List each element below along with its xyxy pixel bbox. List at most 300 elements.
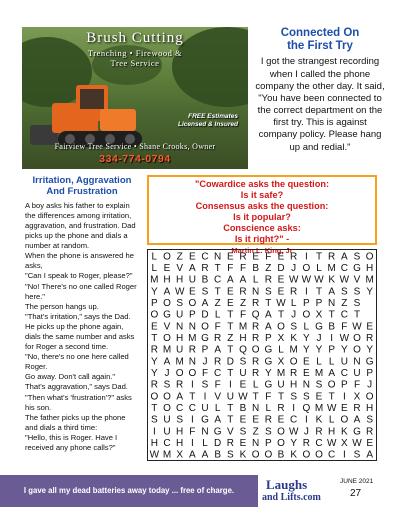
ad-services-line1: Trenching • Firewood & (87, 48, 183, 58)
puzzle-letter: O (163, 333, 171, 344)
puzzle-letter: E (340, 403, 348, 414)
puzzle-letter: D (277, 263, 285, 274)
puzzle-letter: A (214, 344, 222, 356)
joke-title (25, 175, 139, 198)
puzzle-letter: T (227, 403, 234, 414)
puzzle-letter: E (366, 321, 374, 333)
joke-paragraph: "No, there's no one here called Roger. (25, 352, 129, 372)
puzzle-letter: E (163, 263, 171, 274)
puzzle-letter: Y (366, 286, 374, 298)
puzzle-letter: U (163, 414, 171, 426)
puzzle-letter: S (150, 414, 158, 426)
puzzle-letter: P (264, 333, 272, 344)
puzzle-letter: Z (239, 298, 247, 309)
joke-paragraph: "That's irritation," says the Dad. (25, 311, 131, 321)
puzzle-letter: L (151, 263, 158, 274)
puzzle-letter: C (328, 449, 336, 460)
puzzle-letter: I (190, 414, 194, 426)
puzzle-letter: S (163, 379, 171, 391)
puzzle-letter: C (315, 438, 323, 449)
puzzle-letter: E (239, 414, 247, 426)
puzzle-letter: O (163, 298, 171, 309)
puzzle-letter: R (226, 438, 234, 449)
puzzle-letter: R (366, 333, 374, 344)
puzzle-letter: Y (264, 368, 272, 379)
puzzle-letter: M (276, 368, 286, 379)
puzzle-letter: S (340, 286, 348, 298)
puzzle-letter: G (213, 426, 222, 438)
puzzle-letter: E (188, 251, 196, 263)
puzzle-letter: A (201, 449, 209, 460)
puzzle-letter: T (227, 321, 234, 333)
puzzle-letter: S (226, 449, 234, 460)
puzzle-letter: Y (150, 286, 158, 298)
puzzle-letter: X (315, 309, 323, 321)
puzzle-letter: R (315, 426, 323, 438)
joke-body (25, 201, 139, 453)
puzzle-letter: E (302, 356, 310, 368)
puzzle-letter: R (176, 379, 184, 391)
puzzle-letter: A (188, 263, 196, 274)
puzzle-letter: U (277, 379, 285, 391)
puzzle-letter: P (340, 379, 348, 391)
puzzle-letter: S (264, 286, 272, 298)
puzzle-letter: R (290, 251, 298, 263)
ad-business-line: Fairview Tree Service • Shane Crooks, Owner (54, 142, 216, 151)
puzzle-letter: X (277, 333, 285, 344)
puzzle-letter: W (288, 274, 299, 286)
puzzle-letter: L (290, 298, 297, 309)
story-title-line2: the First Try (287, 40, 353, 53)
puzzle-letter: G (315, 321, 323, 333)
puzzle-letter: T (151, 403, 158, 414)
quote-line: Conscience asks: (223, 222, 301, 233)
puzzle-letter: G (264, 379, 273, 391)
puzzle-letter: S (239, 426, 247, 438)
puzzle-letter: C (163, 438, 171, 449)
ad-services-line2: Tree Service (110, 58, 160, 68)
puzzle-letter: H (328, 426, 336, 438)
ad-phone: 334-774-0794 (99, 153, 171, 165)
skid-steer-mulcher-illustration (30, 79, 148, 151)
puzzle-letter: G (163, 309, 171, 321)
puzzle-letter: R (252, 321, 260, 333)
puzzle-letter: A (264, 321, 272, 333)
puzzle-letter: W (339, 274, 350, 286)
puzzle-letter: R (150, 344, 158, 356)
puzzle-letter: O (201, 321, 209, 333)
puzzle-letter: O (340, 414, 349, 426)
puzzle-letter: E (315, 391, 323, 403)
puzzle-letter: J (164, 368, 170, 379)
puzzle-letter: L (252, 274, 259, 286)
puzzle-letter: S (353, 449, 361, 460)
quote-author: Martin L. King, Jr (231, 245, 293, 255)
puzzle-letter: N (328, 298, 336, 309)
story-title (255, 27, 385, 53)
puzzle-letter: R (150, 379, 158, 391)
puzzle-letter: R (252, 298, 260, 309)
puzzle-letter: M (327, 263, 336, 274)
puzzle-letter: O (365, 251, 374, 263)
puzzle-letter: K (239, 449, 247, 460)
puzzle-letter: L (328, 356, 335, 368)
puzzle-letter: T (227, 368, 234, 379)
puzzle-letter: F (353, 379, 361, 391)
puzzle-letter: H (176, 438, 184, 449)
puzzle-letter: I (190, 438, 194, 449)
puzzle-letter: D (214, 438, 222, 449)
puzzle-letter: T (315, 251, 323, 263)
footer-banner-text: I gave all my dead batteries away today ... free of charge. (23, 486, 235, 495)
irritation-joke (25, 175, 139, 453)
puzzle-letter: A (214, 414, 222, 426)
puzzle-letter: V (353, 274, 361, 286)
puzzle-letter: B (328, 321, 336, 333)
puzzle-letter: I (190, 379, 194, 391)
puzzle-letter: O (302, 449, 311, 460)
puzzle-letter: V (214, 391, 222, 403)
ad-estimates-line1: FREE Estimates (188, 113, 238, 120)
puzzle-letter: M (365, 274, 374, 286)
puzzle-letter: A (201, 298, 209, 309)
puzzle-letter: N (302, 379, 310, 391)
puzzle-letter: P (150, 298, 158, 309)
puzzle-letter: O (353, 344, 361, 356)
puzzle-letter: F (214, 379, 221, 391)
puzzle-letter: I (330, 333, 334, 344)
puzzle-letter: D (226, 356, 234, 368)
puzzle-letter: A (328, 286, 336, 298)
puzzle-letter: E (366, 438, 374, 449)
puzzle-letter: R (252, 356, 260, 368)
puzzle-letter: U (226, 391, 234, 403)
puzzle-letter: M (314, 368, 324, 379)
puzzle-letter: A (239, 274, 247, 286)
puzzle-letter: S (353, 251, 361, 263)
quote-line: Is it popular? (233, 211, 291, 222)
quote-line: Consensus asks the question: (195, 200, 329, 211)
puzzle-letter: R (277, 403, 285, 414)
puzzle-letter: U (163, 426, 171, 438)
puzzle-letter: P (188, 309, 196, 321)
puzzle-letter: N (353, 356, 361, 368)
puzzle-letter: A (264, 309, 272, 321)
puzzle-letter: E (239, 438, 247, 449)
joke-paragraph: The father picks up the phone and dials a third time: (25, 412, 126, 432)
puzzle-letter: B (277, 449, 285, 460)
puzzle-letter: F (265, 251, 272, 263)
puzzle-letter: N (176, 321, 184, 333)
puzzle-letter: H (176, 333, 184, 344)
puzzle-letter: O (188, 298, 197, 309)
puzzle-letter: I (292, 403, 296, 414)
puzzle-letter: S (201, 286, 209, 298)
puzzle-letter: N (188, 356, 196, 368)
puzzle-letter: R (290, 368, 298, 379)
puzzle-letter: T (227, 414, 234, 426)
puzzle-letter: T (277, 391, 285, 403)
puzzle-letter: M (150, 274, 159, 286)
puzzle-letter: G (264, 356, 273, 368)
puzzle-letter: T (214, 263, 221, 274)
puzzle-letter: H (366, 403, 374, 414)
quote-line: "Cowardice asks the question: (194, 179, 330, 189)
puzzle-letter: V (176, 263, 184, 274)
puzzle-letter: E (239, 379, 247, 391)
puzzle-letter: A (163, 356, 171, 368)
puzzle-letter: Z (341, 298, 348, 309)
puzzle-letter: L (151, 251, 158, 263)
puzzle-letter: F (239, 263, 247, 274)
puzzle-letter: O (365, 391, 374, 403)
puzzle-letter: I (304, 286, 308, 298)
puzzle-letter: S (290, 391, 298, 403)
puzzle-letter: K (340, 426, 348, 438)
puzzle-letter: Y (340, 344, 348, 356)
puzzle-letter: L (316, 356, 322, 368)
puzzle-letter: L (278, 344, 284, 356)
puzzle-letter: S (353, 298, 361, 309)
puzzle-letter: G (201, 333, 209, 344)
puzzle-letter: S (201, 379, 209, 391)
puzzle-letter: R (239, 251, 247, 263)
story-title-line1: Connected On (280, 27, 360, 39)
puzzle-letter: P (264, 438, 272, 449)
puzzle-letter: Y (366, 344, 374, 356)
puzzle-letter: C (201, 251, 209, 263)
puzzle-letter: W (174, 286, 185, 298)
puzzle-letter: Y (150, 356, 158, 368)
puzzle-letter: I (342, 449, 346, 460)
puzzle-letter: T (227, 309, 234, 321)
puzzle-letter: K (290, 449, 298, 460)
page-number: 27 (350, 488, 362, 499)
puzzle-letter: C (340, 263, 348, 274)
puzzle-letter: W (288, 426, 299, 438)
puzzle-letter: W (301, 274, 312, 286)
puzzle-letter: F (265, 391, 272, 403)
ad-estimates-line2: Licensed & Insured (178, 121, 238, 129)
quote-line: Is it right?" - (234, 233, 290, 244)
puzzle-letter: Y (150, 368, 158, 379)
puzzle-letter: R (264, 274, 272, 286)
puzzle-letter: P (328, 344, 336, 356)
puzzle-letter: G (353, 263, 361, 274)
puzzle-letter: Z (176, 251, 183, 263)
puzzle-letter: W (276, 298, 286, 309)
puzzle-letter: R (302, 438, 310, 449)
ad-estimates (154, 113, 238, 129)
puzzle-letter: T (315, 286, 323, 298)
puzzle-letter: I (304, 414, 308, 426)
puzzle-letter: O (163, 391, 171, 403)
puzzle-letter: F (214, 321, 221, 333)
issue-date: JUNE 2021 (340, 478, 374, 485)
puzzle-letter: R (201, 263, 209, 274)
puzzle-letter: L (214, 403, 221, 414)
puzzle-letter: L (214, 309, 221, 321)
puzzle-letter: Z (265, 263, 272, 274)
puzzle-letter: L (252, 379, 259, 391)
puzzle-letter: S (176, 414, 184, 426)
puzzle-letter: T (252, 391, 259, 403)
joke-paragraph: "Then what's 'frustration'?" asks his son. (25, 392, 132, 412)
joke-paragraph: "No! There's no one called Roger here." (25, 281, 137, 301)
puzzle-letter: E (188, 286, 196, 298)
puzzle-letter: C (340, 309, 348, 321)
puzzle-letter: A (366, 449, 374, 460)
puzzle-letter: U (353, 368, 361, 379)
puzzle-letter: M (238, 321, 248, 333)
puzzle-letter: C (214, 368, 222, 379)
puzzle-letter: T (328, 391, 335, 403)
puzzle-letter: Y (302, 333, 310, 344)
puzzle-letter: R (214, 333, 222, 344)
puzzle-letter: G (201, 414, 209, 426)
puzzle-letter: S (302, 391, 310, 403)
puzzle-letter: N (252, 438, 260, 449)
puzzle-letter: T (277, 309, 285, 321)
puzzle-letter: Y (315, 344, 323, 356)
puzzle-letter: K (315, 414, 323, 426)
puzzle-letter: R (252, 368, 260, 379)
puzzle-letter: N (188, 321, 196, 333)
puzzle-letter: P (201, 344, 209, 356)
puzzle-letter: O (327, 379, 336, 391)
joke-paragraph: "Can I speak to Roger, please?" (25, 271, 133, 281)
puzzle-letter: S (366, 414, 374, 426)
puzzle-letter: H (290, 379, 298, 391)
puzzle-letter: N (201, 426, 209, 438)
puzzle-letter: U (176, 309, 184, 321)
puzzle-letter: J (303, 426, 309, 438)
quote-box (147, 175, 377, 255)
puzzle-letter: F (341, 321, 348, 333)
laughs-and-lifts-logo (262, 476, 342, 506)
puzzle-letter: O (163, 403, 171, 414)
puzzle-letter: N (252, 403, 260, 414)
puzzle-letter: O (277, 321, 285, 333)
puzzle-letter: W (238, 391, 248, 403)
brush-cutting-ad (22, 27, 248, 169)
puzzle-letter: O (150, 391, 159, 403)
puzzle-letter: Y (302, 344, 310, 356)
puzzle-letter: T (265, 298, 272, 309)
ad-title: Brush Cutting (86, 30, 184, 46)
puzzle-letter: R (264, 414, 272, 426)
puzzle-letter: O (302, 263, 311, 274)
puzzle-letter: U (340, 356, 348, 368)
puzzle-letter: W (326, 403, 337, 414)
puzzle-letter: T (353, 309, 361, 321)
puzzle-letter: E (150, 321, 158, 333)
puzzle-letter: Z (214, 298, 221, 309)
puzzle-letter: V (163, 321, 171, 333)
puzzle-letter: U (201, 403, 209, 414)
puzzle-letter: I (342, 391, 346, 403)
puzzle-letter: J (291, 263, 297, 274)
puzzle-letter: H (366, 263, 374, 274)
puzzle-letter: J (202, 356, 208, 368)
word-search-grid (148, 250, 376, 460)
puzzle-letter: B (201, 274, 209, 286)
puzzle-letter: W (326, 438, 337, 449)
puzzle-letter: M (162, 344, 172, 356)
puzzle-letter: R (328, 251, 336, 263)
puzzle-letter: W (352, 321, 362, 333)
puzzle-letter: R (214, 356, 222, 368)
puzzle-letter: C (340, 368, 348, 379)
puzzle-letter: F (227, 263, 234, 274)
puzzle-letter: B (214, 449, 222, 460)
puzzle-letter: H (176, 426, 184, 438)
puzzle-letter: U (239, 368, 247, 379)
puzzle-letter: X (277, 356, 285, 368)
puzzle-letter: U (188, 274, 196, 286)
puzzle-letter: O (175, 368, 184, 379)
puzzle-letter: R (290, 286, 298, 298)
puzzle-letter: W (149, 449, 160, 460)
puzzle-letter: E (277, 286, 285, 298)
puzzle-letter: Q (239, 344, 247, 356)
puzzle-letter: R (366, 426, 374, 438)
word-search-puzzle (147, 249, 377, 461)
puzzle-letter: E (226, 286, 234, 298)
puzzle-letter: S (353, 286, 361, 298)
puzzle-letter: A (176, 391, 184, 403)
puzzle-letter: R (239, 286, 247, 298)
puzzle-letter: W (339, 333, 350, 344)
puzzle-letter: W (314, 274, 324, 286)
puzzle-letter: R (353, 403, 361, 414)
puzzle-letter: C (188, 403, 196, 414)
puzzle-letter: S (290, 321, 298, 333)
puzzle-letter: O (302, 309, 311, 321)
puzzle-letter: O (188, 368, 197, 379)
puzzle-letter: L (328, 414, 335, 426)
puzzle-letter: G (365, 356, 374, 368)
puzzle-letter: F (201, 368, 209, 379)
puzzle-letter: Q (251, 309, 260, 321)
puzzle-letter: G (264, 344, 273, 356)
puzzle-letter: F (239, 309, 247, 321)
puzzle-letter: Z (227, 333, 234, 344)
puzzle-letter: D (201, 309, 209, 321)
joke-paragraph: Go away. Don't call again." (25, 372, 116, 382)
joke-paragraph: He picks up the phone again, dials the same number and asks for Roger a second time. (25, 321, 135, 352)
puzzle-letter: M (188, 333, 197, 344)
puzzle-letter: A (163, 286, 171, 298)
puzzle-letter: I (228, 379, 232, 391)
puzzle-letter: A (328, 368, 336, 379)
puzzle-letter: R (188, 344, 196, 356)
puzzle-letter: C (290, 414, 298, 426)
puzzle-letter: V (226, 426, 234, 438)
puzzle-letter: B (252, 263, 260, 274)
story-body: I got the strangest recording when I called the phone company the other day. It said, "You have been connected to the correct department on the first try. This is against company policy. Please hang up and redial." (255, 56, 385, 153)
puzzle-letter: X (340, 438, 348, 449)
puzzle-letter: M (162, 449, 172, 460)
puzzle-letter: J (291, 309, 297, 321)
logo-line1: Laughs (266, 477, 308, 492)
puzzle-letter: T (151, 333, 158, 344)
puzzle-letter: J (316, 333, 322, 344)
puzzle-letter: B (239, 403, 247, 414)
puzzle-letter: O (163, 251, 171, 263)
puzzle-letter: L (265, 403, 272, 414)
puzzle-letter: T (328, 309, 335, 321)
